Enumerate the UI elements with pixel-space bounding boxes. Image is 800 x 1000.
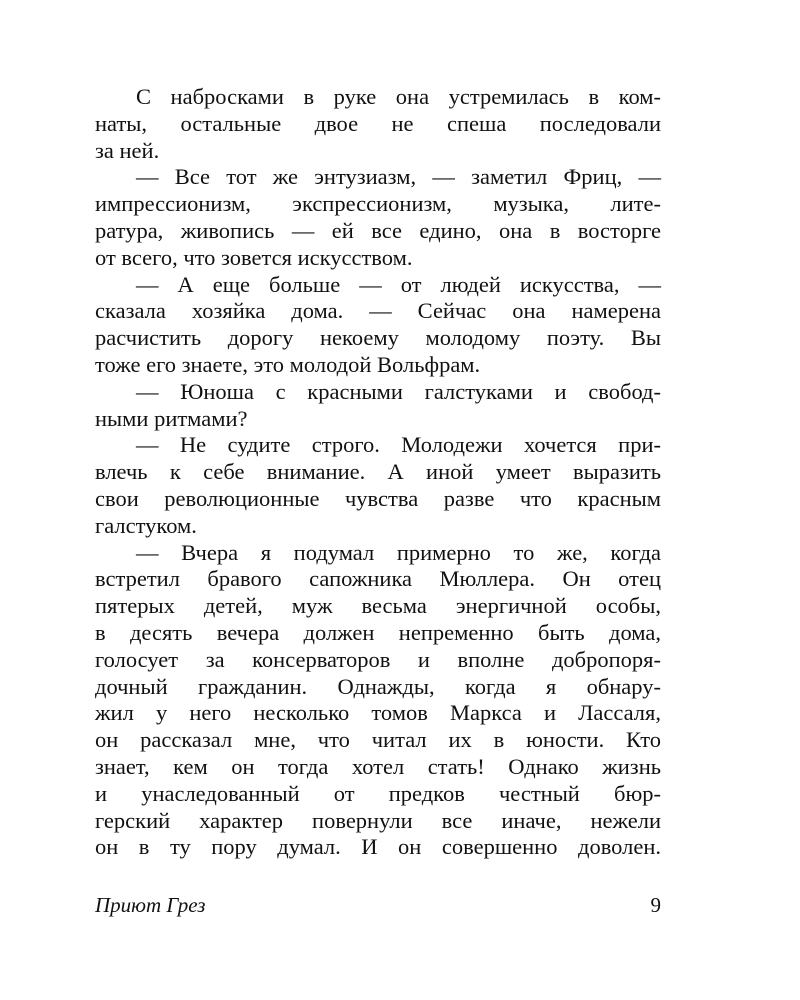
running-title: Приют Грез <box>95 893 206 917</box>
text-line: — Юноша с красными галстуками и свобод- <box>136 378 661 404</box>
text-line: жил у него несколько томов Маркса и Лассаля, <box>95 700 661 726</box>
text-line: — Все тот же энтузиазм, — заметил Фриц, — <box>136 164 661 190</box>
text-line: С набросками в руке она устремилась в ком- <box>136 84 661 109</box>
text-line: тоже его знаете, это молодой Вольфрам. <box>95 351 481 377</box>
text-line: сказала хозяйка дома. — Сейчас она намерена <box>95 298 661 324</box>
text-line: встретил бравого сапожника Мюллера. Он отец <box>95 566 661 592</box>
text-line: он в ту пору думал. И он совершенно доволен. <box>95 834 661 860</box>
text-line: в десять вечера должен непременно быть дома, <box>95 619 661 645</box>
text-line: герский характер повернули все иначе, нежели <box>95 807 661 833</box>
text-line: от всего, что зовется искусством. <box>95 244 413 270</box>
body-text <box>95 84 661 861</box>
page-footer <box>95 893 661 923</box>
text-line: свои революционные чувства разве что красным <box>95 485 661 511</box>
page-number: 9 <box>650 893 661 917</box>
text-line: галстуком. <box>95 512 197 538</box>
text-line: — А еще больше — от людей искусства, — <box>136 271 661 297</box>
text-line: влечь к себе внимание. А иной умеет выразить <box>95 459 661 485</box>
text-line: — Вчера я подумал примерно то же, когда <box>136 539 661 565</box>
text-line: он рассказал мне, что читал их в юности. Кто <box>95 727 661 753</box>
text-line: знает, кем он тогда хотел стать! Однако жизнь <box>95 753 661 779</box>
text-line: и унаследованный от предков честный бюр- <box>95 780 661 806</box>
text-line: ратура, живопись — ей все едино, она в восторге <box>95 217 661 243</box>
text-line: наты, остальные двое не спеша последовали <box>95 110 661 136</box>
text-line: расчистить дорогу некоему молодому поэту. Вы <box>95 325 661 351</box>
text-line: импрессионизм, экспрессионизм, музыка, лите- <box>95 191 661 217</box>
text-line: пятерых детей, муж весьма энергичной особы, <box>95 593 661 619</box>
text-line: дочный гражданин. Однажды, когда я обнару- <box>95 673 661 699</box>
text-line: голосует за консерваторов и вполне добропоря- <box>95 646 661 672</box>
text-line: — Не судите строго. Молодежи хочется при- <box>136 432 661 458</box>
text-line: за ней. <box>95 137 160 163</box>
text-line: ными ритмами? <box>95 405 248 431</box>
